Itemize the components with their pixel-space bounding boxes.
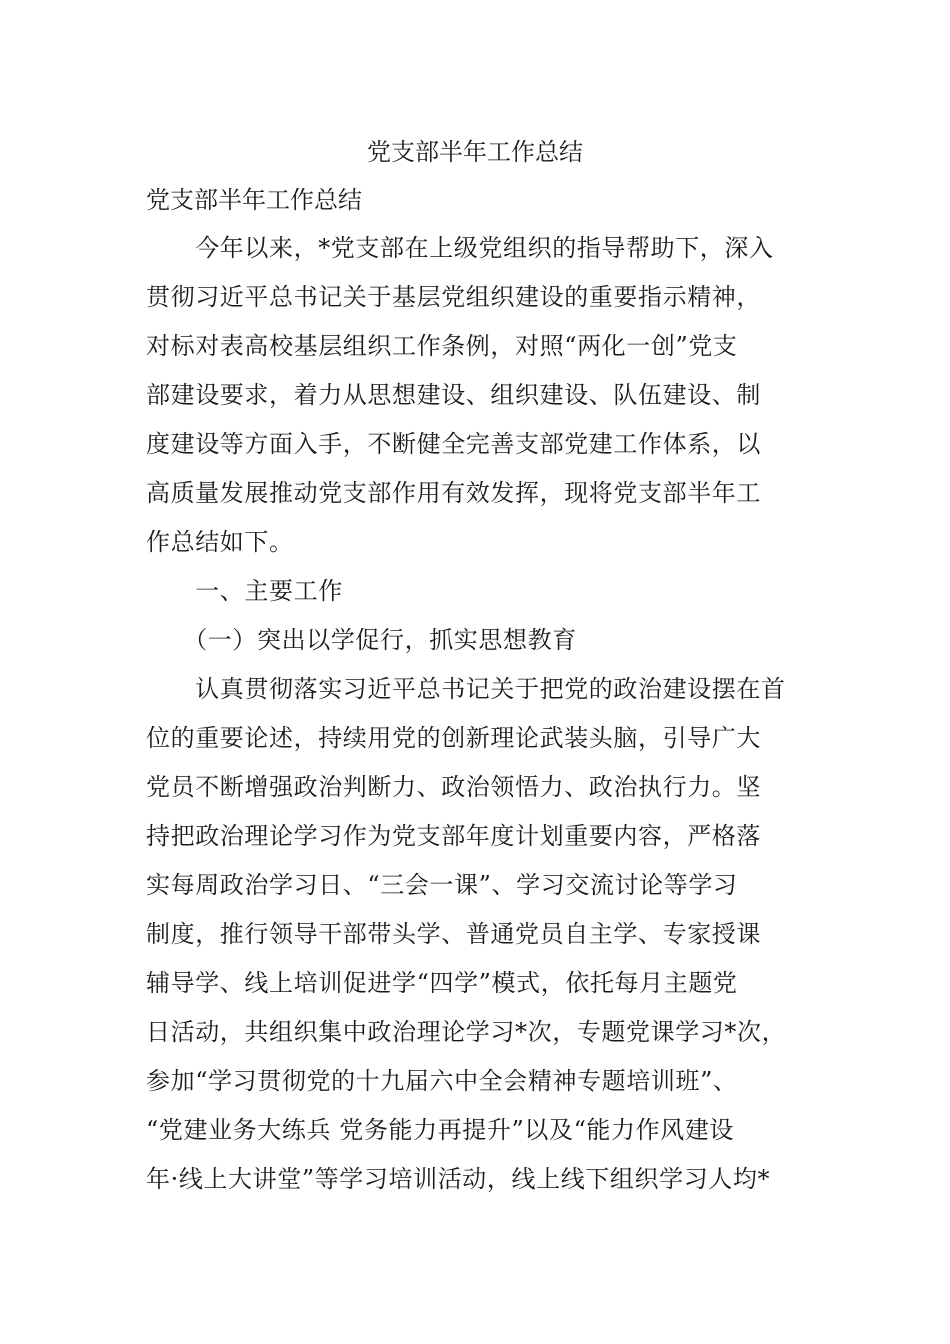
subsection-heading: （一）突出以学促行，抓实思想教育: [146, 626, 577, 654]
body-line: 作总结如下。: [146, 528, 294, 556]
document-subtitle: 党支部半年工作总结: [146, 186, 362, 214]
body-line: 贯彻习近平总书记关于基层党组织建设的重要指示精神，: [146, 283, 761, 311]
body-line: 制度，推行领导干部带头学、普通党员自主学、专家授课: [146, 920, 761, 948]
section-heading: 一、主要工作: [146, 577, 343, 605]
body-line: 今年以来，*党支部在上级党组织的指导帮助下，深入: [146, 234, 774, 262]
body-line: 认真贯彻落实习近平总书记关于把党的政治建设摆在首: [146, 675, 786, 703]
body-line: 参加“学习贯彻党的十九届六中全会精神专题培训班”、: [146, 1067, 738, 1095]
body-line: 度建设等方面入手，不断健全完善支部党建工作体系，以: [146, 430, 761, 458]
body-line: 高质量发展推动党支部作用有效发挥，现将党支部半年工: [146, 479, 761, 507]
body-line: 实每周政治学习日、“三会一课”、学习交流讨论等学习: [146, 871, 738, 899]
body-line: 年·线上大讲堂”等学习培训活动，线上线下组织学习人均*: [146, 1165, 771, 1193]
document-title: 党支部半年工作总结: [367, 138, 583, 166]
body-line: 日活动，共组织集中政治理论学习*次，专题党课学习*次，: [146, 1018, 787, 1046]
body-line: 持把政治理论学习作为党支部年度计划重要内容，严格落: [146, 822, 761, 850]
body-line: “党建业务大练兵 党务能力再提升”以及“能力作风建设: [146, 1116, 735, 1144]
body-line: 位的重要论述，持续用党的创新理论武装头脑，引导广大: [146, 724, 761, 752]
body-line: 对标对表高校基层组织工作条例，对照“两化一创”党支: [146, 332, 738, 360]
body-line: 党员不断增强政治判断力、政治领悟力、政治执行力。坚: [146, 773, 761, 801]
body-line: 辅导学、线上培训促进学“四学”模式，依托每月主题党: [146, 969, 738, 997]
body-line: 部建设要求，着力从思想建设、组织建设、队伍建设、制: [146, 381, 761, 409]
